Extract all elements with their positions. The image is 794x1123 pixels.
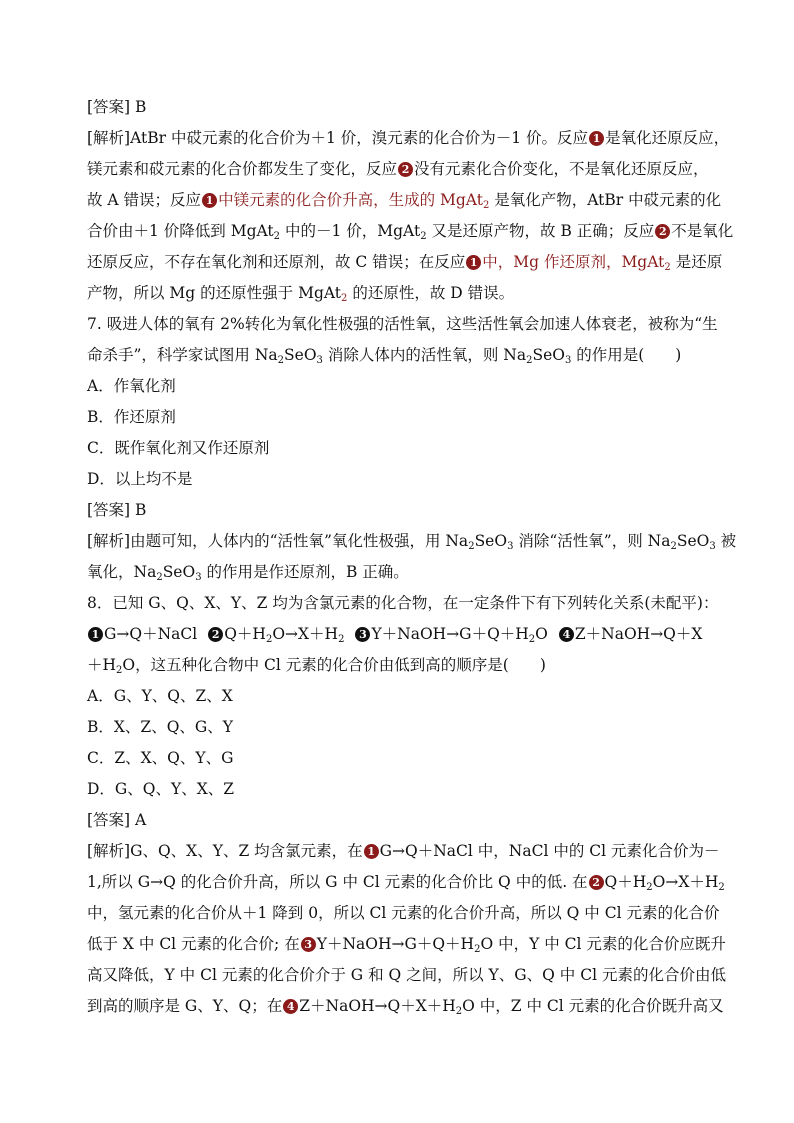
circled-number-icon: 4 (559, 627, 574, 642)
text: [解析]G、Q、X、Y、Z 均含氯元素，在 (87, 842, 363, 860)
text: 氧化，Na (87, 563, 157, 581)
text: ＋H (87, 656, 117, 674)
text: 1,所以 G→Q 的化合价升高，所以 G 中 Cl 元素的化合价比 Q 中的低. 在 (87, 873, 588, 891)
q8-reactions-line (87, 619, 721, 650)
text: O 中，Y 中 Cl 元素的化合价应既升 (480, 935, 726, 953)
q8-analysis-line-1 (87, 836, 721, 867)
subscript: 2 (338, 634, 345, 645)
text: SeO (676, 532, 710, 550)
q8-option-a: A．G、Y、Q、Z、X (87, 687, 233, 705)
text: O，这五种化合物中 Cl 元素的化合价由低到高的顺序是( ) (122, 656, 546, 674)
text: Q＋H (224, 625, 266, 643)
subscript: 2 (468, 541, 475, 552)
subscript: 2 (528, 634, 536, 645)
text: SeO (284, 346, 317, 364)
q8-answer: [答案] A (87, 811, 147, 829)
text: 中的－1 价，MgAt (280, 222, 421, 240)
q8-analysis-line-4 (87, 929, 726, 960)
text: 被 (715, 532, 737, 550)
text: 镁元素和砹元素的化合价都发生了变化，反应 (87, 160, 398, 178)
q6-analysis-line-5 (87, 247, 721, 278)
q7-option-c: C．既作氧化剂又作还原剂 (87, 439, 270, 457)
text: 还原反应，不存在氧化剂和还原剂，故 C 错误；在反应 (87, 253, 466, 271)
circled-number-icon: 1 (202, 193, 217, 208)
subscript: 2 (156, 572, 163, 583)
subscript: 2 (277, 355, 285, 366)
subscript: 2 (664, 262, 671, 273)
subscript: 3 (564, 355, 572, 366)
q8-analysis-line-3: 中，氢元素的化合价从＋1 降到 0，所以 Cl 元素的化合价升高，所以 Q 中 Cl 元素的化合价 (87, 904, 720, 922)
q7-analysis-line-2 (87, 557, 721, 588)
text: 的作用是作还原剂，B 正确。 (201, 563, 409, 581)
subscript: 2 (670, 541, 677, 552)
subscript: 2 (718, 882, 725, 893)
subscript: 2 (116, 665, 123, 676)
text: 合价由＋1 价降低到 MgAt (87, 222, 274, 240)
text: 的还原性，故 D 错误。 (347, 284, 515, 302)
text: 是氧化还原反应， (605, 129, 730, 147)
text: 命杀手”，科学家试图用 Na (87, 346, 278, 364)
q8-option-c: C．Z、X、Q、Y、G (87, 749, 234, 767)
q7-analysis-line-1 (87, 526, 737, 557)
text: SeO (162, 563, 196, 581)
circled-number-icon: 1 (88, 627, 103, 642)
text: G→Q＋NaCl (104, 625, 198, 643)
q7-option-a: A．作氧化剂 (87, 377, 176, 395)
text: 没有元素化合价变化，不是氧化还原反应， (414, 160, 709, 178)
circled-number-icon: 1 (589, 131, 604, 146)
q8-stem-line-1: 8．已知 G、Q、X、Y、Z 均为含氯元素的化合物，在一定条件下有下列转化关系(未配平)： (87, 594, 719, 612)
subscript: 3 (316, 355, 323, 366)
subscript: 3 (709, 541, 716, 552)
text: O 中，Z 中 Cl 元素的化合价既升高又 (462, 997, 724, 1015)
subscript: 3 (507, 541, 514, 552)
text: O→X＋H (272, 625, 339, 643)
text: Y＋NaOH→G＋Q＋H (316, 935, 475, 953)
text: 是还原 (670, 253, 723, 271)
text: G→Q＋NaCl 中，NaCl 中的 Cl 元素化合价为－ (379, 842, 720, 860)
text: 不是氧化 (671, 222, 734, 240)
text: 故 A 错误；反应 (87, 191, 202, 209)
circled-number-icon: 1 (466, 255, 481, 270)
text: 消除“活性氧”，则 Na (513, 532, 671, 550)
text: 是氧化产物，AtBr 中砹元素的化 (489, 191, 722, 209)
circled-number-icon: 3 (301, 937, 316, 952)
circled-number-icon: 2 (655, 224, 670, 239)
text: Y＋NaOH→G＋Q＋H (371, 625, 529, 643)
q7-answer: [答案] B (87, 501, 147, 519)
subscript: 2 (474, 944, 481, 955)
q7-stem-line-2 (87, 340, 721, 371)
q6-analysis-line-1 (87, 123, 730, 154)
q6-analysis-line-2 (87, 154, 721, 185)
q6-analysis-line-3 (87, 185, 721, 216)
subscript: 3 (195, 572, 202, 583)
text: Z＋NaOH→Q＋X＋H (299, 997, 456, 1015)
circled-number-icon: 1 (364, 844, 379, 859)
q6-analysis-line-6 (87, 278, 721, 309)
text: Q＋H (604, 873, 647, 891)
q6-answer: [答案] B (87, 98, 147, 116)
text: [解析]由题可知，人体内的“活性氧”氧化性极强，用 Na (87, 532, 469, 550)
circled-number-icon: 2 (589, 875, 604, 890)
q8-option-d: D．G、Q、Y、X、Z (87, 780, 235, 798)
q6-analysis-line-4 (87, 216, 734, 247)
q7-option-d: D．以上均不是 (87, 470, 193, 488)
subscript: 2 (455, 1006, 463, 1017)
q8-analysis-line-2 (87, 867, 725, 898)
subscript: 2 (341, 293, 348, 304)
subscript: 2 (482, 200, 490, 211)
q7-option-b: B．作还原剂 (87, 408, 176, 426)
q8-option-b: B．X、Z、Q、G、Y (87, 718, 234, 736)
q8-stem-line-3 (87, 650, 721, 681)
text: 又是还原产物，故 B 正确；反应 (426, 222, 655, 240)
q8-analysis-line-6 (87, 991, 724, 1022)
subscript: 2 (265, 634, 273, 645)
text: 消除人体内的活性氧，则 Na (322, 346, 527, 364)
q8-analysis-line-5: 高又降低，Y 中 Cl 元素的化合价介于 G 和 Q 之间，所以 Y、G、Q 中 Cl 元素的化合价由低 (87, 966, 726, 984)
circled-number-icon: 4 (283, 999, 298, 1014)
circled-number-icon: 3 (355, 627, 370, 642)
subscript: 2 (526, 355, 533, 366)
subscript: 2 (273, 231, 281, 242)
circled-number-icon: 2 (398, 162, 413, 177)
subscript: 2 (646, 882, 653, 893)
q7-stem-line-1: 7. 吸进人体的氧有 2%转化为氧化性极强的活性氧，这些活性氧会加速人体衰老，被称为“生 (87, 315, 718, 333)
text: 产物，所以 Mg 的还原性强于 MgAt (87, 284, 342, 302)
text: 中，Mg 作还原剂，MgAt (482, 253, 665, 271)
text: SeO (532, 346, 565, 364)
document-body (87, 92, 737, 1022)
text: SeO (474, 532, 508, 550)
text: 中镁元素的化合价升高，生成的 MgAt (218, 191, 483, 209)
text: 到高的顺序是 G、Y、Q；在 (87, 997, 283, 1015)
text: 的作用是( ) (571, 346, 682, 364)
text: 低于 X 中 Cl 元素的化合价; 在 (87, 935, 300, 953)
text: [解析]AtBr 中砹元素的化合价为＋1 价，溴元素的化合价为－1 价。反应 (87, 129, 589, 147)
text: O→X＋H (652, 873, 719, 891)
subscript: 2 (420, 231, 427, 242)
text: Z＋NaOH→Q＋X (574, 625, 703, 643)
circled-number-icon: 2 (208, 627, 223, 642)
text: O (535, 625, 548, 643)
